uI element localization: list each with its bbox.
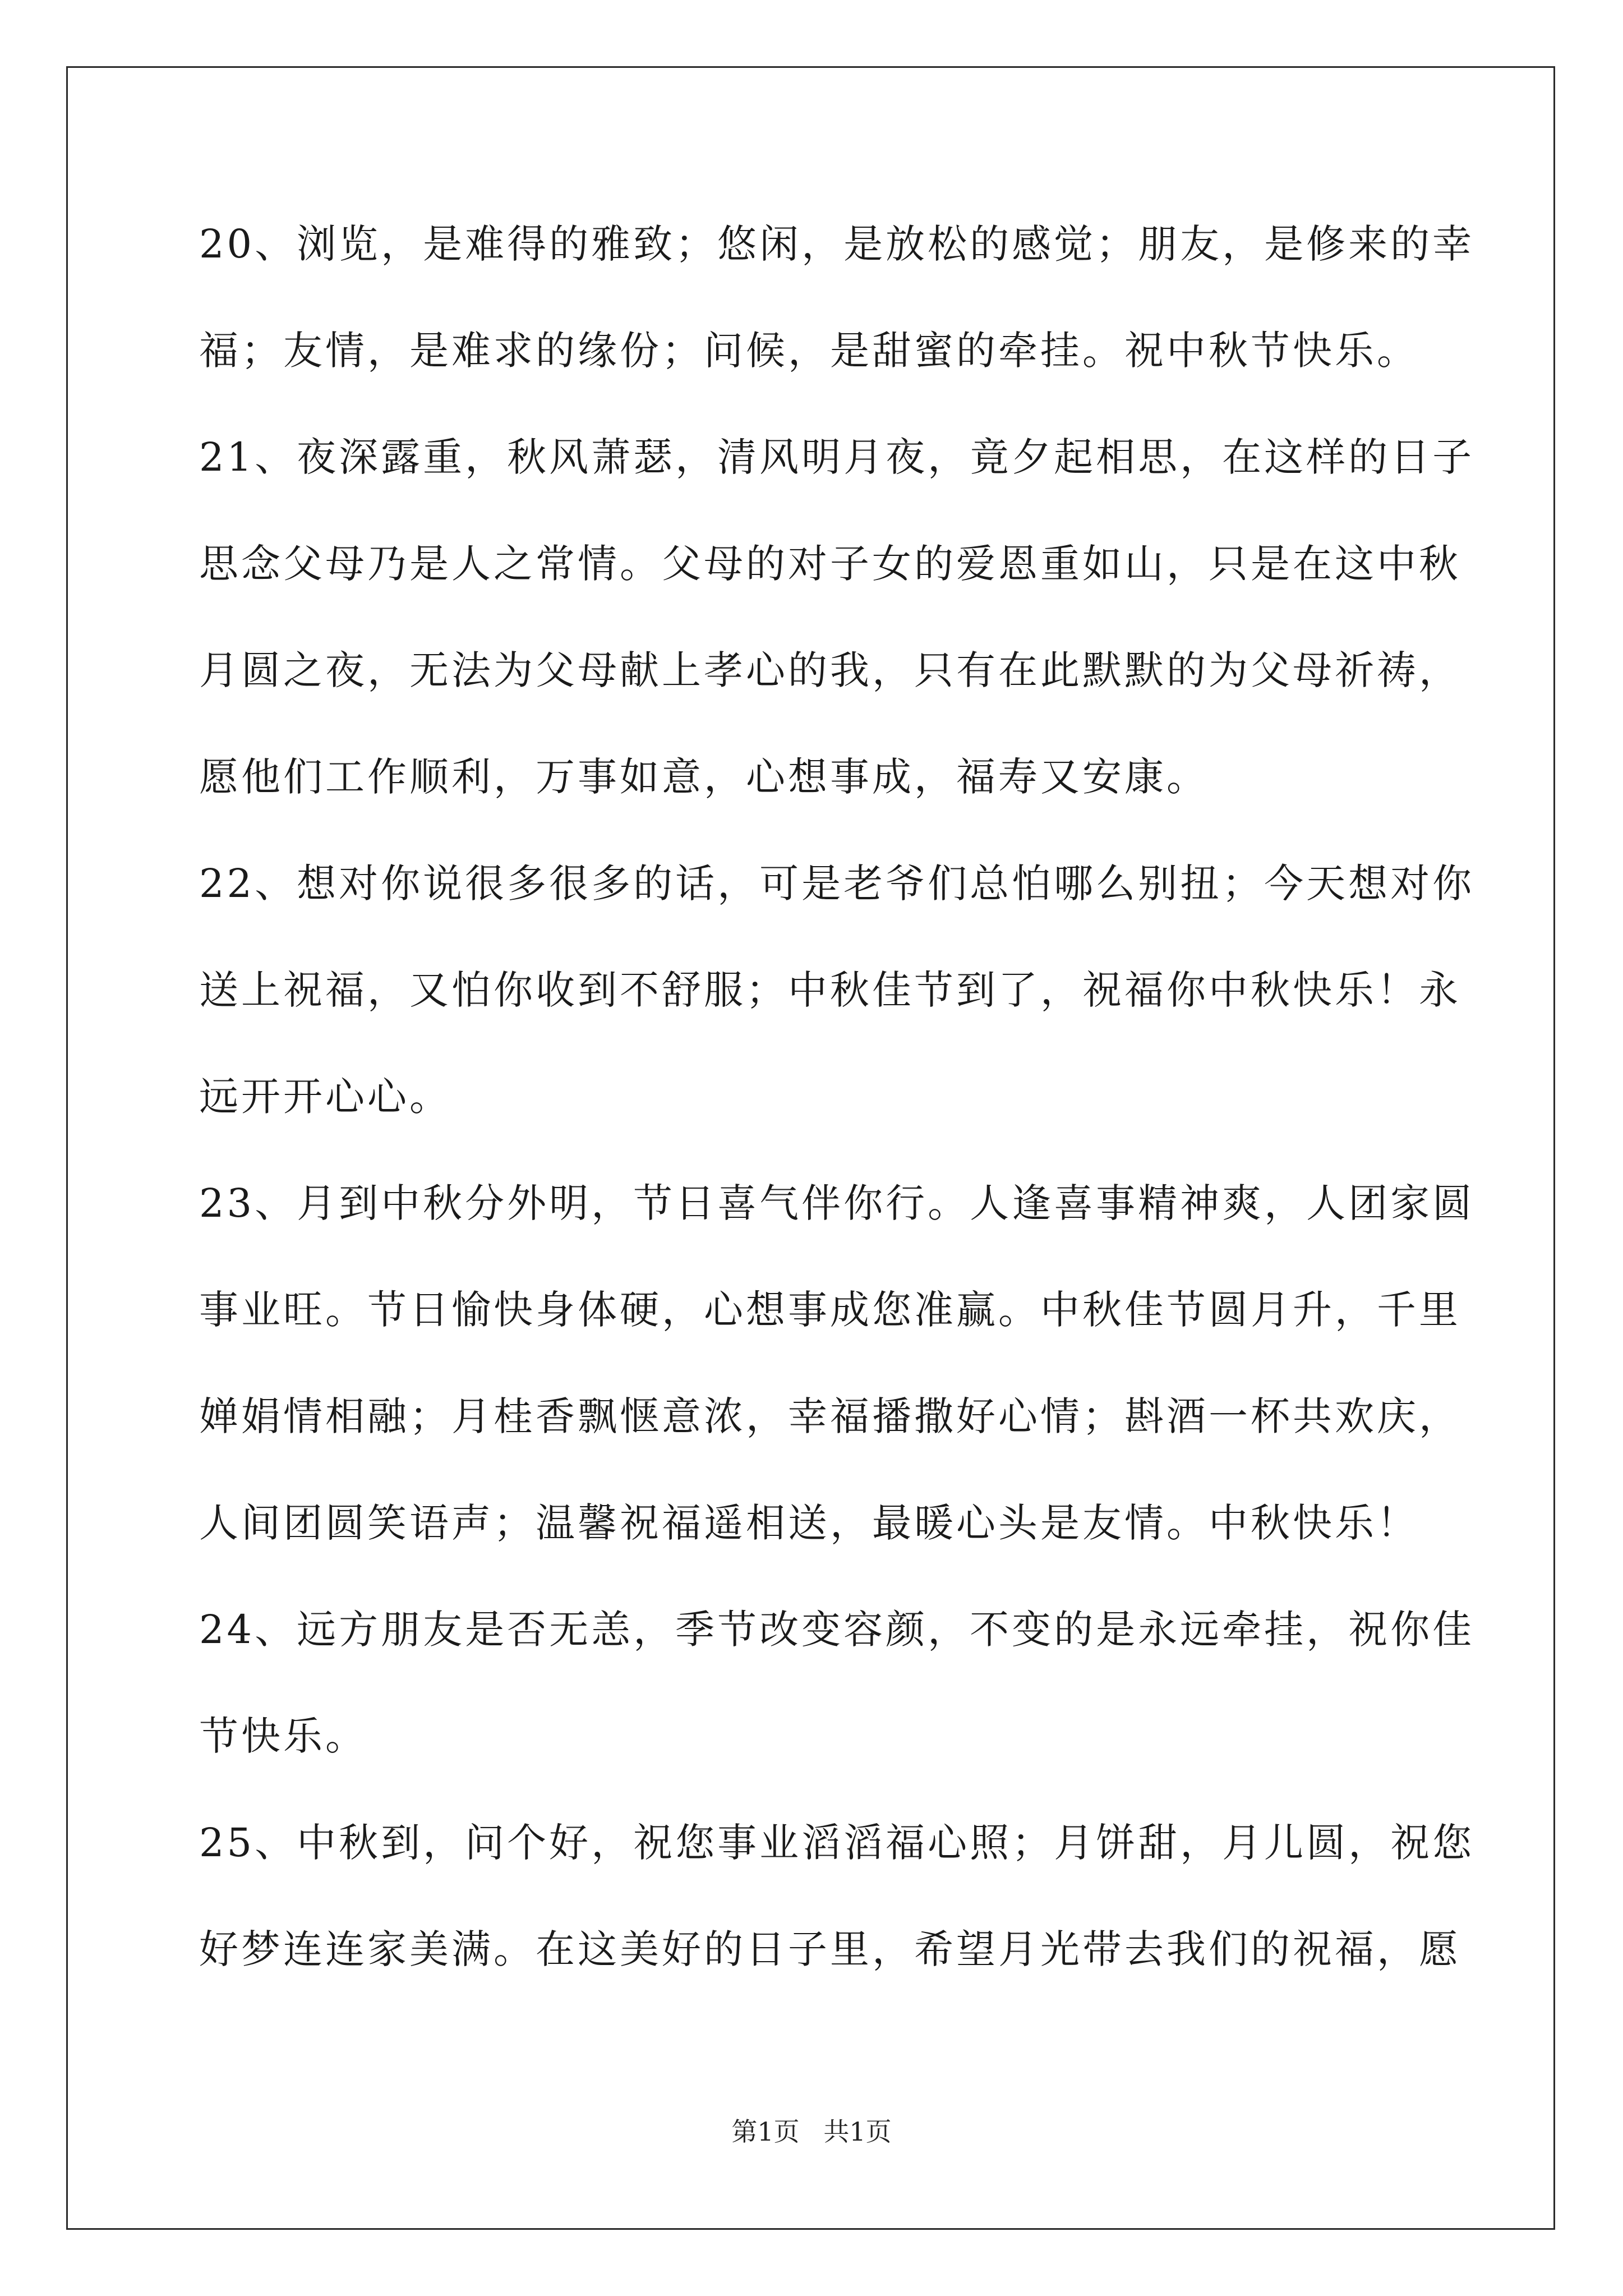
text-line: 福；友情，是难求的缘份；问候，是甜蜜的牵挂。祝中秋节快乐。 (199, 328, 1419, 374)
text-line: 22、想对你说很多很多的话，可是老爷们总怕哪么别扭；今天想对你 (199, 861, 1475, 907)
page-number: 第1页 (731, 2116, 800, 2147)
text-line: 人间团圆笑语声；温馨祝福遥相送，最暖心头是友情。中秋快乐！ (199, 1500, 1419, 1546)
text-line: 愿他们工作顺利，万事如意，心想事成，福寿又安康。 (199, 754, 1209, 800)
text-line: 月圆之夜，无法为父母献上孝心的我，只有在此默默的为父母祈祷， (199, 647, 1461, 693)
page-total: 共1页 (823, 2116, 892, 2147)
text-line: 远开开心心。 (199, 1074, 451, 1120)
text-line: 事业旺。节日愉快身体硬，心想事成您准赢。中秋佳节圆月升，千里 (199, 1287, 1461, 1333)
page-footer (0, 2115, 1623, 2148)
text-line: 思念父母乃是人之常情。父母的对子女的爱恩重如山，只是在这中秋 (199, 541, 1461, 587)
text-line: 20、浏览，是难得的雅致；悠闲，是放松的感觉；朋友，是修来的幸 (199, 221, 1475, 267)
text-line: 21、夜深露重，秋风萧瑟，清风明月夜，竟夕起相思，在这样的日子 (199, 434, 1475, 480)
text-line: 送上祝福，又怕你收到不舒服；中秋佳节到了，祝福你中秋快乐！永 (199, 967, 1461, 1013)
text-line: 婵娟情相融；月桂香飘惬意浓，幸福播撒好心情；斟酒一杯共欢庆， (199, 1393, 1461, 1439)
text-line: 23、月到中秋分外明，节日喜气伴你行。人逢喜事精神爽，人团家圆 (199, 1180, 1475, 1226)
document-body (199, 213, 1475, 2025)
text-line: 24、远方朋友是否无恙，季节改变容颜，不变的是永远牵挂，祝你佳 (199, 1607, 1475, 1653)
text-line: 25、中秋到，问个好，祝您事业滔滔福心照；月饼甜，月儿圆，祝您 (199, 1820, 1475, 1866)
text-line: 好梦连连家美满。在这美好的日子里，希望月光带去我们的祝福，愿 (199, 1926, 1461, 1972)
text-line: 节快乐。 (199, 1713, 367, 1759)
